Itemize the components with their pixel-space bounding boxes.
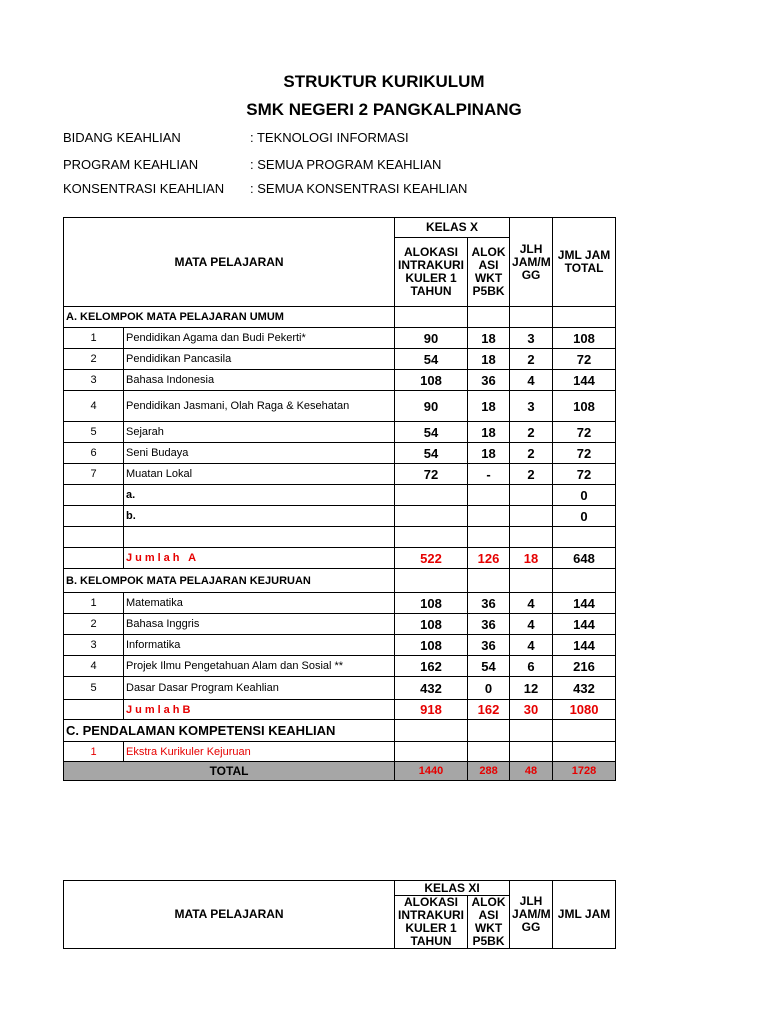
jumlah-b-mgg: 30 bbox=[510, 700, 553, 720]
meta-label-program: PROGRAM KEAHLIAN bbox=[63, 157, 199, 172]
total-jam: 1728 bbox=[553, 762, 616, 781]
subject-name: a. bbox=[124, 485, 395, 506]
alokasi-p5bk bbox=[468, 506, 510, 527]
jumlah-a-p5: 126 bbox=[468, 548, 510, 569]
row-number: 6 bbox=[64, 443, 124, 464]
header-alokasi-p5bk: ALOK ASI WKT P5BK bbox=[468, 238, 510, 307]
alokasi-intrakurikuler: 432 bbox=[395, 677, 468, 700]
alokasi-intrakurikuler: 54 bbox=[395, 349, 468, 370]
jam-per-minggu bbox=[510, 506, 553, 527]
table-row bbox=[64, 422, 616, 443]
jml-jam-total: 0 bbox=[553, 506, 616, 527]
header-jml-jam: JML JAM TOTAL bbox=[553, 218, 616, 307]
jml-jam-total: 108 bbox=[553, 391, 616, 422]
jml-jam-total: 108 bbox=[553, 328, 616, 349]
subject-name: Bahasa Indonesia bbox=[124, 370, 395, 391]
jam-per-minggu: 4 bbox=[510, 635, 553, 656]
row-number: 1 bbox=[64, 593, 124, 614]
jml-jam-total: 432 bbox=[553, 677, 616, 700]
subject-name: Pendidikan Jasmani, Olah Raga & Kesehatan bbox=[124, 391, 395, 422]
jml-jam-total: 72 bbox=[553, 422, 616, 443]
alokasi-intrakurikuler: 108 bbox=[395, 614, 468, 635]
subject-name: Matematika bbox=[124, 593, 395, 614]
alokasi-intrakurikuler: 162 bbox=[395, 656, 468, 677]
header-alokasi-p5bk: ALOK ASI WKT P5BK bbox=[468, 896, 510, 949]
jam-per-minggu: 2 bbox=[510, 349, 553, 370]
jml-jam-total: 0 bbox=[553, 485, 616, 506]
row-c-subject: Ekstra Kurikuler Kejuruan bbox=[124, 742, 395, 762]
alokasi-intrakurikuler: 108 bbox=[395, 593, 468, 614]
alokasi-intrakurikuler bbox=[395, 506, 468, 527]
table-row bbox=[64, 506, 616, 527]
table-row bbox=[64, 443, 616, 464]
alokasi-intrakurikuler bbox=[395, 527, 468, 548]
header-alokasi-intrakurikuler: ALOKASI INTRAKURI KULER 1 TAHUN bbox=[395, 238, 468, 307]
header-kelas: KELAS X bbox=[395, 218, 510, 238]
header-jml-jam: JML JAM bbox=[553, 881, 616, 949]
row-number: 5 bbox=[64, 422, 124, 443]
subject-name: Informatika bbox=[124, 635, 395, 656]
table-row bbox=[64, 593, 616, 614]
jumlah-a-label: Jumlah A bbox=[124, 548, 395, 569]
alokasi-p5bk: 18 bbox=[468, 349, 510, 370]
table-row bbox=[64, 527, 616, 548]
row-number: 3 bbox=[64, 370, 124, 391]
row-number bbox=[64, 506, 124, 527]
jam-per-minggu: 2 bbox=[510, 443, 553, 464]
jml-jam-total: 144 bbox=[553, 593, 616, 614]
table-row bbox=[64, 635, 616, 656]
jumlah-b-total: 1080 bbox=[553, 700, 616, 720]
table-row bbox=[64, 328, 616, 349]
total-label: TOTAL bbox=[64, 762, 395, 781]
jam-per-minggu: 4 bbox=[510, 593, 553, 614]
row-number: 2 bbox=[64, 349, 124, 370]
table-row bbox=[64, 614, 616, 635]
alokasi-intrakurikuler: 108 bbox=[395, 635, 468, 656]
alokasi-p5bk: 36 bbox=[468, 614, 510, 635]
table-row bbox=[64, 485, 616, 506]
jumlah-b-label: JumlahB bbox=[124, 700, 395, 720]
subject-name: Dasar Dasar Program Keahlian bbox=[124, 677, 395, 700]
alokasi-intrakurikuler: 54 bbox=[395, 422, 468, 443]
alokasi-p5bk: 0 bbox=[468, 677, 510, 700]
row-number: 5 bbox=[64, 677, 124, 700]
jam-per-minggu: 4 bbox=[510, 370, 553, 391]
subject-name bbox=[124, 527, 395, 548]
jam-per-minggu bbox=[510, 527, 553, 548]
row-number: 3 bbox=[64, 635, 124, 656]
total-p5: 288 bbox=[468, 762, 510, 781]
jml-jam-total: 144 bbox=[553, 370, 616, 391]
row-c-number: 1 bbox=[64, 742, 124, 762]
alokasi-p5bk: 54 bbox=[468, 656, 510, 677]
alokasi-p5bk bbox=[468, 485, 510, 506]
alokasi-intrakurikuler bbox=[395, 485, 468, 506]
alokasi-p5bk: 36 bbox=[468, 593, 510, 614]
header-mata-pelajaran: MATA PELAJARAN bbox=[64, 881, 395, 949]
meta-value-program: : SEMUA PROGRAM KEAHLIAN bbox=[250, 157, 442, 172]
table-row bbox=[64, 349, 616, 370]
alokasi-p5bk: 36 bbox=[468, 370, 510, 391]
curriculum-table-kelas-x bbox=[63, 217, 616, 781]
row-number: 7 bbox=[64, 464, 124, 485]
document-title: STRUKTUR KURIKULUM bbox=[283, 72, 485, 91]
alokasi-intrakurikuler: 108 bbox=[395, 370, 468, 391]
subject-name: Seni Budaya bbox=[124, 443, 395, 464]
meta-label-bidang: BIDANG KEAHLIAN bbox=[63, 130, 181, 145]
alokasi-intrakurikuler: 90 bbox=[395, 328, 468, 349]
meta-value-bidang: : TEKNOLOGI INFORMASI bbox=[250, 130, 409, 145]
jam-per-minggu: 4 bbox=[510, 614, 553, 635]
group-a-title: A. KELOMPOK MATA PELAJARAN UMUM bbox=[64, 307, 395, 328]
row-number: 2 bbox=[64, 614, 124, 635]
jumlah-b-p5: 162 bbox=[468, 700, 510, 720]
alokasi-p5bk: 18 bbox=[468, 443, 510, 464]
header-mata-pelajaran: MATA PELAJARAN bbox=[64, 218, 395, 307]
meta-value-konsentrasi: : SEMUA KONSENTRASI KEAHLIAN bbox=[250, 181, 468, 196]
jml-jam-total bbox=[553, 527, 616, 548]
table-row bbox=[64, 464, 616, 485]
subject-name: Pendidikan Pancasila bbox=[124, 349, 395, 370]
row-number: 4 bbox=[64, 656, 124, 677]
jml-jam-total: 72 bbox=[553, 443, 616, 464]
meta-label-konsentrasi: KONSENTRASI KEAHLIAN bbox=[63, 181, 225, 196]
jml-jam-total: 216 bbox=[553, 656, 616, 677]
alokasi-intrakurikuler: 54 bbox=[395, 443, 468, 464]
jumlah-a-mgg: 18 bbox=[510, 548, 553, 569]
subject-name: Pendidikan Agama dan Budi Pekerti* bbox=[124, 328, 395, 349]
total-intra: 1440 bbox=[395, 762, 468, 781]
jam-per-minggu: 6 bbox=[510, 656, 553, 677]
jumlah-a-total: 648 bbox=[553, 548, 616, 569]
jam-per-minggu: 2 bbox=[510, 422, 553, 443]
jam-per-minggu: 12 bbox=[510, 677, 553, 700]
jml-jam-total: 144 bbox=[553, 635, 616, 656]
alokasi-p5bk: 18 bbox=[468, 328, 510, 349]
row-number bbox=[64, 485, 124, 506]
jml-jam-total: 72 bbox=[553, 349, 616, 370]
school-name: SMK NEGERI 2 PANGKALPINANG bbox=[246, 100, 522, 119]
alokasi-p5bk: 36 bbox=[468, 635, 510, 656]
subject-name: Muatan Lokal bbox=[124, 464, 395, 485]
curriculum-table-kelas-xi bbox=[63, 880, 616, 949]
alokasi-p5bk bbox=[468, 527, 510, 548]
alokasi-p5bk: 18 bbox=[468, 422, 510, 443]
table-row bbox=[64, 656, 616, 677]
row-number bbox=[64, 527, 124, 548]
alokasi-intrakurikuler: 90 bbox=[395, 391, 468, 422]
jam-per-minggu: 3 bbox=[510, 391, 553, 422]
subject-name: Bahasa Inggris bbox=[124, 614, 395, 635]
jml-jam-total: 144 bbox=[553, 614, 616, 635]
jml-jam-total: 72 bbox=[553, 464, 616, 485]
subject-name: Sejarah bbox=[124, 422, 395, 443]
jumlah-a-intra: 522 bbox=[395, 548, 468, 569]
header-jlh-jam: JLH JAM/M GG bbox=[510, 218, 553, 307]
row-number: 4 bbox=[64, 391, 124, 422]
jam-per-minggu: 2 bbox=[510, 464, 553, 485]
table-row bbox=[64, 370, 616, 391]
jumlah-b-intra: 918 bbox=[395, 700, 468, 720]
subject-name: Projek Ilmu Pengetahuan Alam dan Sosial ** bbox=[124, 656, 395, 677]
jam-per-minggu bbox=[510, 485, 553, 506]
group-b-title: B. KELOMPOK MATA PELAJARAN KEJURUAN bbox=[64, 569, 395, 593]
jam-per-minggu: 3 bbox=[510, 328, 553, 349]
row-number: 1 bbox=[64, 328, 124, 349]
table-row bbox=[64, 677, 616, 700]
alokasi-intrakurikuler: 72 bbox=[395, 464, 468, 485]
alokasi-p5bk: - bbox=[468, 464, 510, 485]
header-kelas: KELAS XI bbox=[395, 881, 510, 896]
alokasi-p5bk: 18 bbox=[468, 391, 510, 422]
header-jlh-jam: JLH JAM/M GG bbox=[510, 881, 553, 949]
header-alokasi-intrakurikuler: ALOKASI INTRAKURI KULER 1 TAHUN bbox=[395, 896, 468, 949]
group-c-title: C. PENDALAMAN KOMPETENSI KEAHLIAN bbox=[64, 720, 395, 742]
total-mgg: 48 bbox=[510, 762, 553, 781]
subject-name: b. bbox=[124, 506, 395, 527]
table-row bbox=[64, 391, 616, 422]
